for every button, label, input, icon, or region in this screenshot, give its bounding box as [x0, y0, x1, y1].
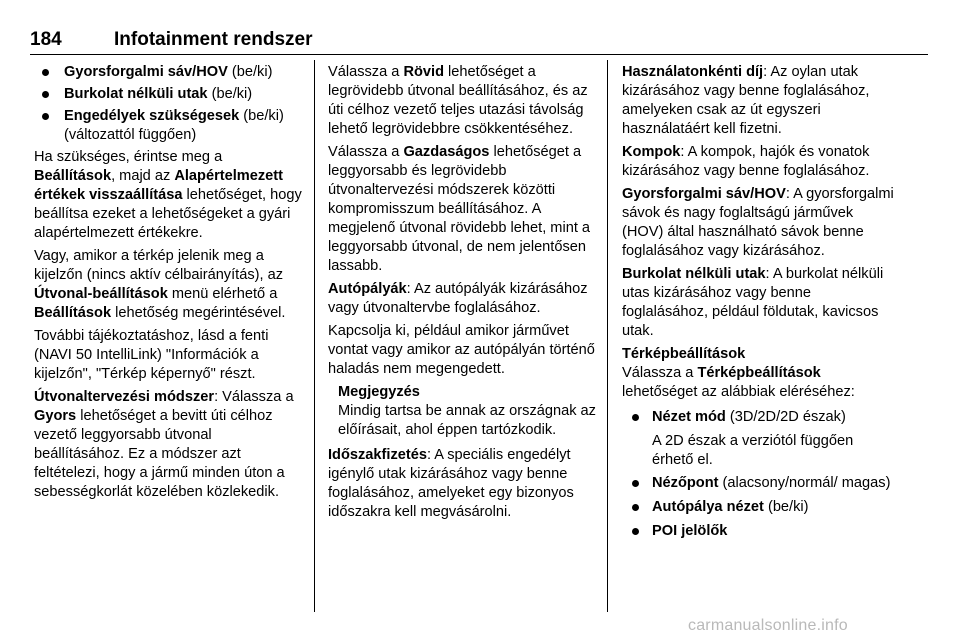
paragraph: Burkolat nélküli utak: A burkolat nélküli utas kizárásához vagy benne foglalásához, például földutak, kavicsos utak. [622, 266, 884, 339]
paragraph: Útvonaltervezési módszer: Válassza a Gyors lehetőséget a bevitt úti célhoz vezető leggyorsabb útvonal beállításához. Ez a módszer azt feltételezi, hogy a jármű minden úton a sebességkorlát közelében közlekedik. [34, 389, 294, 500]
paragraph: Ha szükséges, érintse meg a Beállítások, majd az Alapértelmezett értékek visszaállítása lehetőséget, hogy beállítsa ezeket a lehetőségeket a gyári alapértelmezett értékekre. [34, 149, 302, 241]
page-header [30, 26, 930, 54]
note-text: Mindig tartsa be annak az országnak az előírásait, ahol éppen tartózkodik. [338, 403, 596, 438]
note-title: Megjegyzés [338, 384, 420, 400]
column-divider-2 [607, 60, 608, 612]
column-2 [328, 63, 596, 526]
paragraph: Válassza a Gazdaságos lehetőséget a leggyorsabb és legrövidebb útvonaltervezési módszerek közötti kompromisszum beállításához. A megjelenő útvonal rövidebb lehet, mint a leggyorsabb útvonal, de nem jelentősen lassabb. [328, 144, 591, 274]
watermark: carmanualsonline.info [688, 617, 848, 634]
list-item: Burkolat nélküli utak (be/ki) [34, 85, 304, 104]
list-item-detail: A 2D észak a verziótól függően érhető el. [652, 433, 854, 468]
paragraph: Autópályák: Az autópályák kizárásához vagy útvonaltervbe foglalásához. [328, 281, 588, 316]
paragraph: Időszakfizetés: A speciális engedélyt igénylő utak kizárásához vagy benne foglalásához, amelyeket egy bizonyos időszakra kell megvásárolni. [328, 447, 574, 520]
paragraph: További tájékoztatáshoz, lásd a fenti (NAVI 50 IntelliLink) "Információk a kijelzőn", "Térkép képernyő" részt. [34, 328, 269, 382]
paragraph: Válassza a Rövid lehetőséget a legrövidebb útvonal beállításához, és az úti célhoz vezető teljes utazási távolság lehető legrövidebbre csökkentéséhez. [328, 64, 588, 137]
list-item: Autópálya nézet (be/ki) [622, 498, 894, 517]
paragraph: Térképbeállítások Válassza a Térképbeállítások lehetőséget az alábbiak eléréséhez: [622, 346, 855, 400]
paragraph: Gyorsforgalmi sáv/HOV: A gyorsforgalmi sávok és nagy foglaltságú járművek (HOV) által használható sávok benne foglalásához vagy kizárásához. [622, 186, 894, 259]
list-item: POI jelölők [622, 522, 894, 541]
column-1 [34, 63, 304, 506]
paragraph: Vagy, amikor a térkép jelenik meg a kijelzőn (nincs aktív célbairányítás), az Útvonal-beállítások menü elérhető a Beállítások lehetőség megérintésével. [34, 248, 286, 321]
list-item: Gyorsforgalmi sáv/HOV (be/ki) [34, 63, 304, 82]
list-item: Nézőpont (alacsony/normál/ magas) [622, 474, 894, 493]
header-rule [30, 54, 928, 55]
paragraph: Használatonkénti díj: Az oylan utak kizárásához vagy benne foglalásához, amelyeken csak az út egyszeri használatáért kell fizetni. [622, 64, 870, 137]
column-divider-1 [314, 60, 315, 612]
paragraph: Kompok: A kompok, hajók és vonatok kizárásához vagy benne foglalásához. [622, 144, 870, 179]
note-box [328, 383, 596, 440]
paragraph: Kapcsolja ki, például amikor járművet vontat vagy amikor az autópályán történő haladás nem megengedett. [328, 323, 595, 377]
column-3 [622, 63, 894, 546]
list-item: Nézet mód (3D/2D/2D észak) [622, 408, 894, 427]
list-item: Engedélyek szükségesek (be/ki) (változattól függően) [34, 107, 304, 145]
page-title: Infotainment rendszer [114, 29, 313, 50]
page-number: 184 [30, 29, 62, 50]
